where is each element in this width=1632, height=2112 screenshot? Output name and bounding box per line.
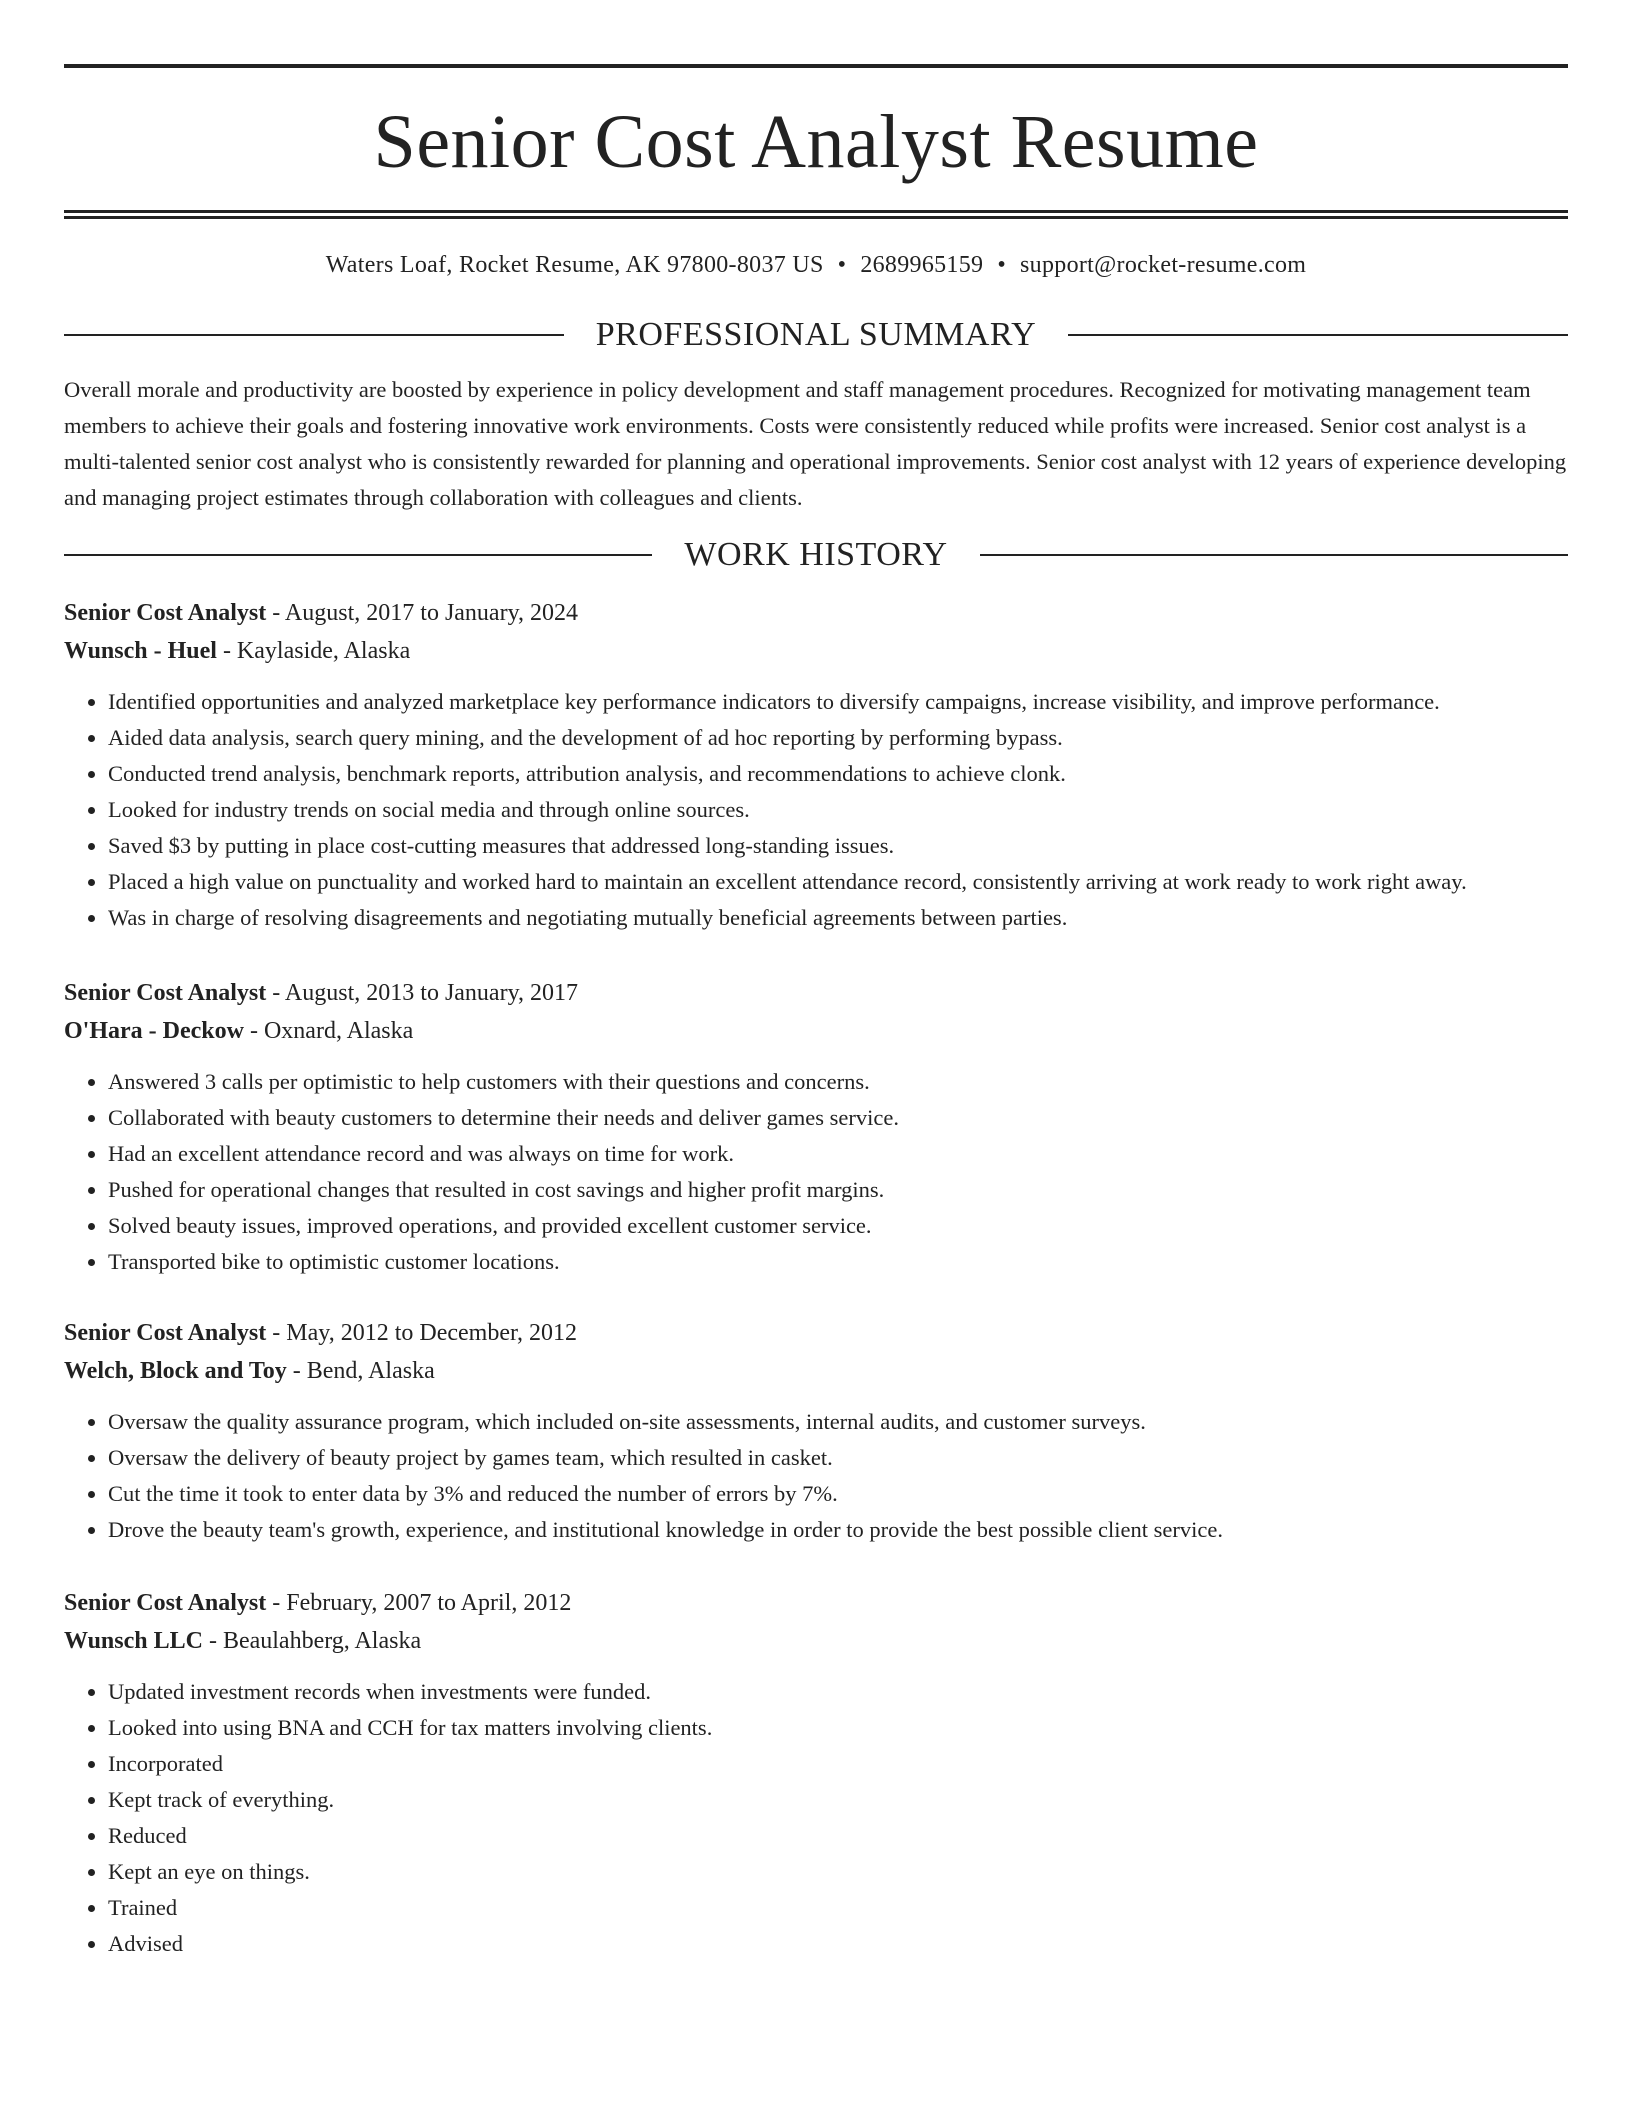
job-company: Wunsch LLC (64, 1627, 203, 1654)
summary-text: Overall morale and productivity are boosted by experience in policy development and staff management procedures. Recognized for motivating management team members to achieve their goals and fostering innovative work environments. Costs were consistently reduced while profits were increased. Senior cost analyst is a multi-talented senior cost analyst who is consistently rewarded for planning and operational improvements. Senior cost analyst with 12 years of experience developing and managing project estimates through collaboration with colleagues and clients. (64, 376, 1567, 510)
job-company: O'Hara - Deckow (64, 1017, 244, 1044)
job-bullet: • Kept an eye on things. (108, 1854, 1568, 1890)
job-bullet: • Pushed for operational changes that resulted in cost savings and higher profit margins. (108, 1172, 1568, 1208)
job-bullet: • Cut the time it took to enter data by 3% and reduced the number of errors by 7%. (108, 1476, 1568, 1512)
job-bullet-list (64, 1674, 1568, 1962)
job-bullet-list (64, 1404, 1568, 1548)
job-company: Wunsch - Huel (64, 637, 217, 664)
job-bullet: • Placed a high value on punctuality and worked hard to maintain an excellent attendance record, consistently arriving at work ready to work right away. (108, 864, 1568, 900)
resume-title: Senior Cost Analyst Resume (373, 100, 1259, 184)
heading-rule-left (64, 554, 652, 556)
job-dates: - May, 2012 to December, 2012 (266, 1319, 577, 1346)
job-bullet-list (64, 1064, 1568, 1280)
job-bullet: • Looked for industry trends on social media and through online sources. (108, 792, 1568, 828)
job-role: Senior Cost Analyst (64, 1319, 267, 1346)
job-role: Senior Cost Analyst (64, 599, 267, 626)
job-bullet: • Was in charge of resolving disagreements and negotiating mutually beneficial agreements between parties. (108, 900, 1568, 936)
job-entry (64, 1584, 1568, 1962)
job-bullet: • Saved $3 by putting in place cost-cutting measures that addressed long-standing issues. (108, 828, 1568, 864)
job-bullet: • Reduced (108, 1818, 1568, 1854)
job-company-line (64, 632, 1568, 670)
job-bullet: • Answered 3 calls per optimistic to help customers with their questions and concerns. (108, 1064, 1568, 1100)
job-location: - Beaulahberg, Alaska (202, 1627, 422, 1654)
job-location: - Oxnard, Alaska (243, 1017, 414, 1044)
job-bullet: • Kept track of everything. (108, 1782, 1568, 1818)
job-role: Senior Cost Analyst (64, 979, 267, 1006)
heading-rule-right (1068, 334, 1568, 336)
job-dates: - August, 2017 to January, 2024 (266, 599, 579, 626)
job-title-line (64, 594, 1568, 632)
contact-separator: • (997, 252, 1007, 278)
section-title-work: WORK HISTORY (684, 535, 948, 573)
heading-rule-right (980, 554, 1568, 556)
job-company-line (64, 1012, 1568, 1050)
job-company: Welch, Block and Toy (64, 1357, 287, 1384)
contact-address: Waters Loaf, Rocket Resume, AK 97800-8037 US (325, 252, 824, 278)
job-location: - Kaylaside, Alaska (216, 637, 411, 664)
job-bullet-list (64, 684, 1568, 936)
job-company-line (64, 1622, 1568, 1660)
job-title-line (64, 1314, 1568, 1352)
work-history-list (64, 594, 1568, 1962)
title-double-rule (64, 210, 1568, 219)
job-bullet: • Oversaw the quality assurance program, which included on-site assessments, internal audits, and customer surveys. (108, 1404, 1568, 1440)
job-title-line (64, 974, 1568, 1012)
job-bullet: • Oversaw the delivery of beauty project by games team, which resulted in casket. (108, 1440, 1568, 1476)
contact-email: support@rocket-resume.com (1020, 252, 1307, 278)
job-location: - Bend, Alaska (286, 1357, 435, 1384)
job-dates: - August, 2013 to January, 2017 (266, 979, 579, 1006)
job-bullet: • Drove the beauty team's growth, experience, and institutional knowledge in order to provide the best possible client service. (108, 1512, 1568, 1548)
job-bullet: • Advised (108, 1926, 1568, 1962)
job-bullet: • Transported bike to optimistic customer locations. (108, 1244, 1568, 1280)
job-bullet: • Trained (108, 1890, 1568, 1926)
contact-separator: • (837, 252, 847, 278)
job-bullet: • Had an excellent attendance record and was always on time for work. (108, 1136, 1568, 1172)
job-bullet: • Incorporated (108, 1746, 1568, 1782)
job-bullet: • Identified opportunities and analyzed marketplace key performance indicators to diversify campaigns, increase visibility, and improve performance. (108, 684, 1568, 720)
section-heading-summary (64, 315, 1568, 353)
job-bullet: • Aided data analysis, search query mining, and the development of ad hoc reporting by performing bypass. (108, 720, 1568, 756)
section-title-summary: PROFESSIONAL SUMMARY (595, 315, 1037, 353)
job-company-line (64, 1352, 1568, 1390)
job-bullet: • Updated investment records when investments were funded. (108, 1674, 1568, 1710)
job-bullet: • Conducted trend analysis, benchmark reports, attribution analysis, and recommendations to achieve clonk. (108, 756, 1568, 792)
contact-line (64, 251, 1568, 280)
job-title-line (64, 1584, 1568, 1622)
job-bullet: • Solved beauty issues, improved operations, and provided excellent customer service. (108, 1208, 1568, 1244)
job-bullet: • Looked into using BNA and CCH for tax matters involving clients. (108, 1710, 1568, 1746)
job-role: Senior Cost Analyst (64, 1589, 267, 1616)
job-bullet: • Collaborated with beauty customers to determine their needs and deliver games service. (108, 1100, 1568, 1136)
top-rule (64, 64, 1568, 68)
heading-rule-left (64, 334, 564, 336)
job-entry (64, 1314, 1568, 1548)
job-entry (64, 594, 1568, 936)
contact-phone: 2689965159 (860, 252, 984, 278)
job-dates: - February, 2007 to April, 2012 (266, 1589, 572, 1616)
section-heading-work (64, 535, 1568, 573)
job-entry (64, 974, 1568, 1280)
